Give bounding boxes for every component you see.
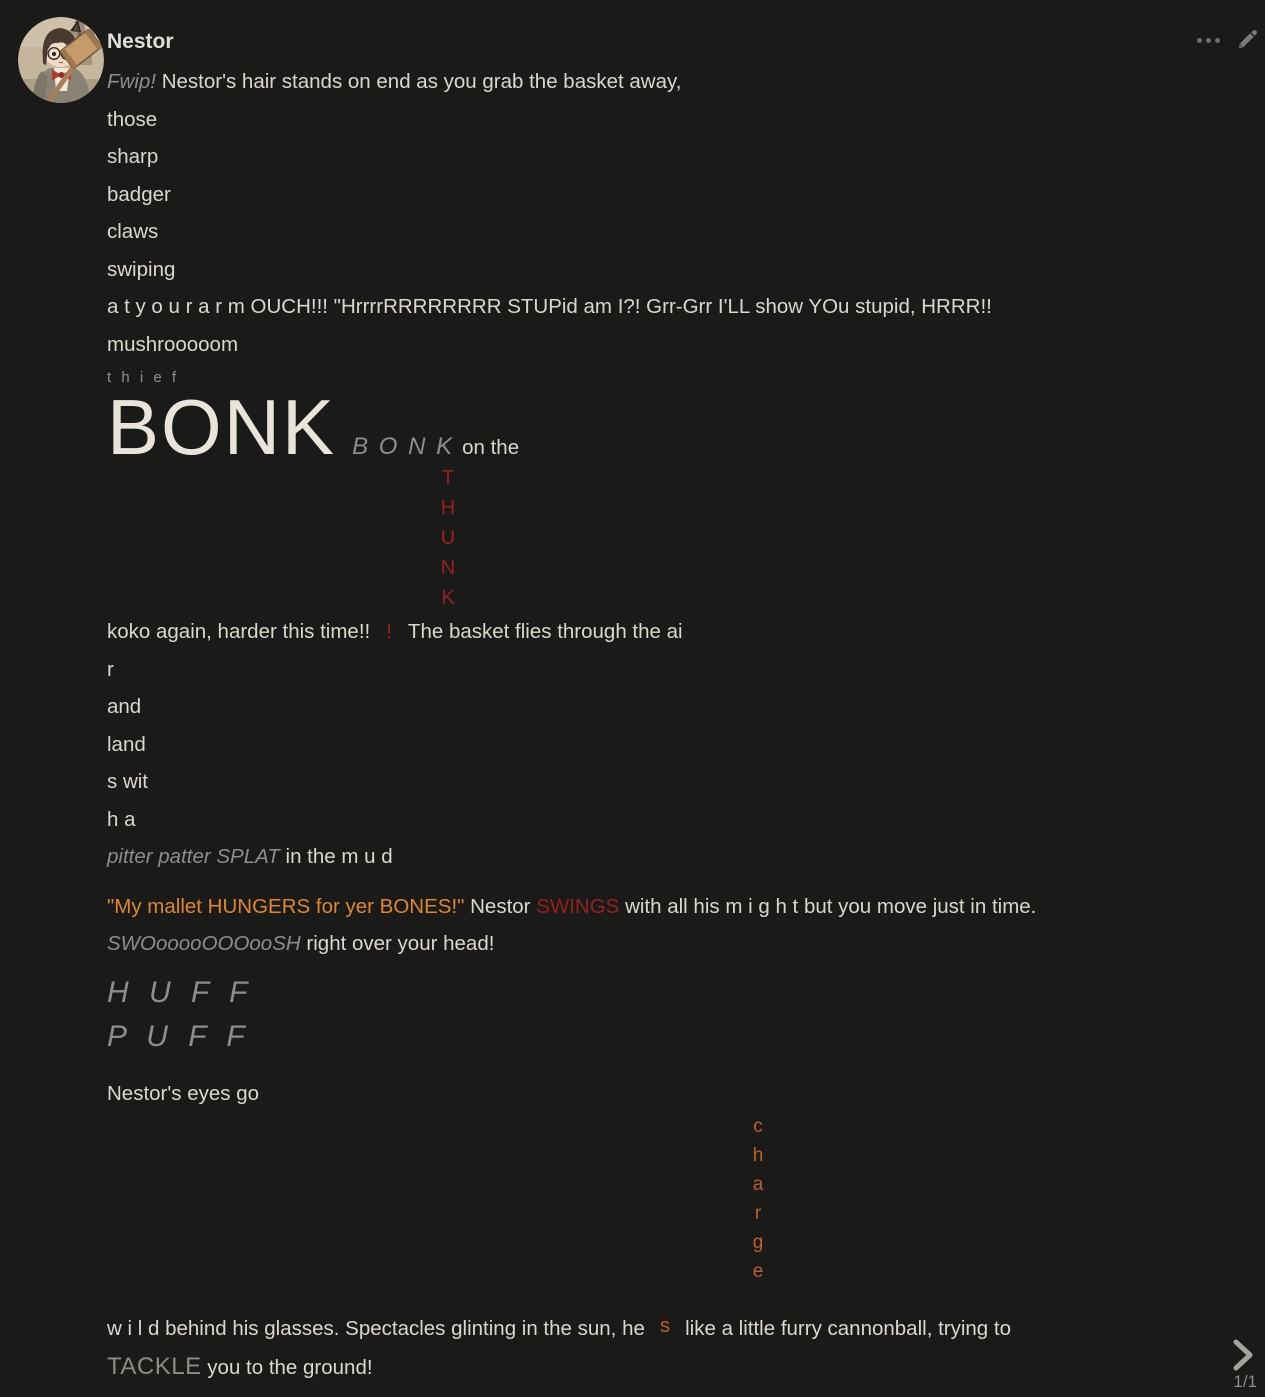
page-indicator: 1/1 <box>1233 1372 1257 1391</box>
message-line <box>107 1310 1245 1348</box>
thunk-letter: H <box>440 497 456 519</box>
charges-letter: a <box>752 1174 764 1195</box>
avatar[interactable] <box>18 17 104 103</box>
charges-spacer <box>107 1112 1245 1310</box>
sfx-swoosh: SWOooooOOOooSH <box>107 932 301 955</box>
bonk-echo-text: B O N K <box>352 433 455 460</box>
bonk-big-text: BONK <box>107 383 337 471</box>
message-line <box>107 613 1245 651</box>
wild-text: w i l d behind his glasses. Spectacles glinting in the sun, he <box>107 1317 645 1340</box>
nestor-text: Nestor <box>470 894 531 918</box>
mud-text: in the m u d <box>285 845 393 868</box>
on-the-text: on the <box>462 436 520 459</box>
overhead-text: right over your head! <box>306 932 495 955</box>
sfx-pitter-patter: pitter patter SPLAT <box>107 845 280 868</box>
charges-vertical-text <box>747 1112 769 1286</box>
message-line <box>107 888 1245 926</box>
sfx-fwip: Fwip! <box>107 70 156 93</box>
charges-letter: g <box>752 1232 764 1253</box>
message-actions <box>1195 30 1257 51</box>
edit-pencil-icon[interactable] <box>1236 30 1257 51</box>
message-line: a t y o u r a r m OUCH!!! "HrrrrRRRRRRRR STUPid am I?! Grr-Grr I'LL show YOu stupid, HRRR!! <box>107 295 992 318</box>
ellipsis-menu-icon[interactable] <box>1195 34 1222 47</box>
might-text: with all his m i g h t but you move just in time. <box>625 894 1037 918</box>
thunk-letter: N <box>440 557 456 579</box>
thunk-exclamation: ! <box>386 620 392 643</box>
message-line: mushrooooom <box>107 332 239 356</box>
basket-text: The basket flies through the ai <box>407 620 683 643</box>
charges-letter: e <box>752 1261 764 1282</box>
charges-letter: r <box>754 1203 762 1224</box>
message-line: land <box>107 732 146 756</box>
message-line: those <box>107 107 158 131</box>
thunk-letter: U <box>440 527 456 549</box>
avatar-illustration <box>18 17 104 103</box>
message-line <box>107 1348 1245 1387</box>
bonk-line <box>107 383 1245 471</box>
message-line: Nestor's eyes go <box>107 1081 260 1105</box>
thunk-letter: T <box>441 467 455 489</box>
message-line <box>107 838 1245 876</box>
message-line: badger <box>107 182 171 206</box>
character-name: Nestor <box>107 30 174 53</box>
thief-whisper: t h i e f <box>107 369 180 386</box>
intro-text: Nestor's hair stands on end as you grab the basket away, <box>161 70 682 93</box>
message-line: r <box>107 657 114 681</box>
thunk-spacer <box>107 463 1245 613</box>
message-line: sharp <box>107 145 159 168</box>
message-line: swiping <box>107 257 176 281</box>
message-line: and <box>107 695 142 718</box>
message-line <box>107 925 1245 963</box>
charges-letter: h <box>752 1145 764 1166</box>
next-page-chevron-icon[interactable] <box>1229 1336 1257 1374</box>
ground-text: you to the ground! <box>207 1355 373 1379</box>
message-text <box>107 63 1245 1386</box>
message-line <box>107 63 1245 101</box>
koko-text: koko again, harder this time!! <box>107 620 371 643</box>
message-line: s wit <box>107 770 148 793</box>
puff-text: P U F F <box>107 1019 251 1053</box>
huff-puff-block <box>107 971 1245 1059</box>
charges-last-letter: s <box>659 1314 671 1337</box>
thunk-vertical-text <box>437 463 459 613</box>
cannonball-text: like a little furry cannonball, trying to <box>685 1317 1012 1340</box>
mallet-quote: "My mallet HUNGERS for yer BONES!" <box>107 894 465 918</box>
huff-text: H U F F <box>107 975 254 1009</box>
message-line: claws <box>107 220 159 243</box>
tackle-text: TACKLE <box>107 1352 202 1380</box>
message-line: h a <box>107 807 136 831</box>
thunk-letter: K <box>441 587 455 609</box>
swings-text: SWINGS <box>536 894 620 918</box>
charges-letter: c <box>753 1116 763 1137</box>
